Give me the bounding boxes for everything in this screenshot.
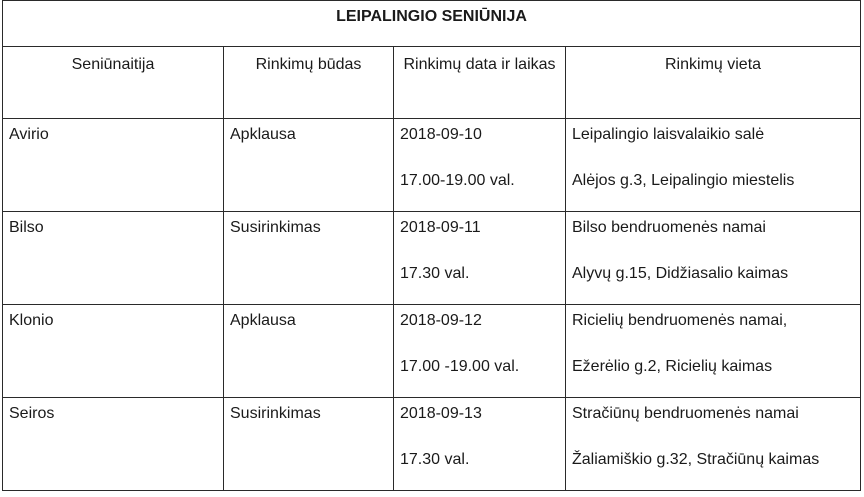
election-schedule-table [2, 0, 861, 491]
table-row [3, 119, 861, 212]
date-text: 2018-09-13 [400, 405, 482, 422]
eldership-text: Seiros [9, 405, 55, 422]
address-text: Žaliamiškio g.32, Stračiūnų kaimas [572, 451, 820, 468]
cell-method [224, 398, 394, 491]
cell-method [224, 305, 394, 398]
cell-eldership [3, 398, 224, 491]
date-text: 2018-09-12 [400, 312, 482, 329]
header-row [3, 47, 861, 119]
cell-date-time [394, 305, 566, 398]
place-text: Leipalingio laisvalaikio salė [572, 126, 765, 143]
cell-place [566, 305, 861, 398]
method-text: Apklausa [230, 312, 296, 329]
cell-method [224, 212, 394, 305]
time-text: 17.00-19.00 val. [400, 172, 515, 189]
cell-eldership [3, 212, 224, 305]
cell-date-time [394, 212, 566, 305]
header-method: Rinkimų būdas [224, 47, 394, 119]
place-text: Stračiūnų bendruomenės namai [572, 405, 799, 422]
cell-date-time [394, 119, 566, 212]
method-text: Susirinkimas [230, 405, 321, 422]
method-text: Apklausa [230, 126, 296, 143]
table-row [3, 212, 861, 305]
eldership-text: Klonio [9, 312, 54, 329]
title-row [3, 1, 861, 47]
header-eldership: Seniūnaitija [3, 47, 224, 119]
header-place: Rinkimų vieta [566, 47, 861, 119]
cell-eldership [3, 119, 224, 212]
cell-method [224, 119, 394, 212]
time-text: 17.30 val. [400, 451, 470, 468]
table-row [3, 398, 861, 491]
cell-place [566, 398, 861, 491]
date-text: 2018-09-11 [400, 219, 481, 236]
address-text: Alėjos g.3, Leipalingio miestelis [572, 172, 795, 189]
address-text: Ežerėlio g.2, Ricielių kaimas [572, 358, 773, 375]
cell-eldership [3, 305, 224, 398]
date-text: 2018-09-10 [400, 126, 482, 143]
cell-place [566, 212, 861, 305]
time-text: 17.30 val. [400, 265, 470, 282]
table-title: LEIPALINGIO SENIŪNIJA [3, 1, 861, 47]
header-date-time: Rinkimų data ir laikas [394, 47, 566, 119]
cell-date-time [394, 398, 566, 491]
eldership-text: Bilso [9, 219, 44, 236]
table-row [3, 305, 861, 398]
place-text: Bilso bendruomenės namai [572, 219, 766, 236]
place-text: Ricielių bendruomenės namai, [572, 312, 788, 329]
method-text: Susirinkimas [230, 219, 321, 236]
time-text: 17.00 -19.00 val. [400, 358, 520, 375]
cell-place [566, 119, 861, 212]
eldership-text: Avirio [9, 126, 49, 143]
address-text: Alyvų g.15, Didžiasalio kaimas [572, 265, 789, 282]
